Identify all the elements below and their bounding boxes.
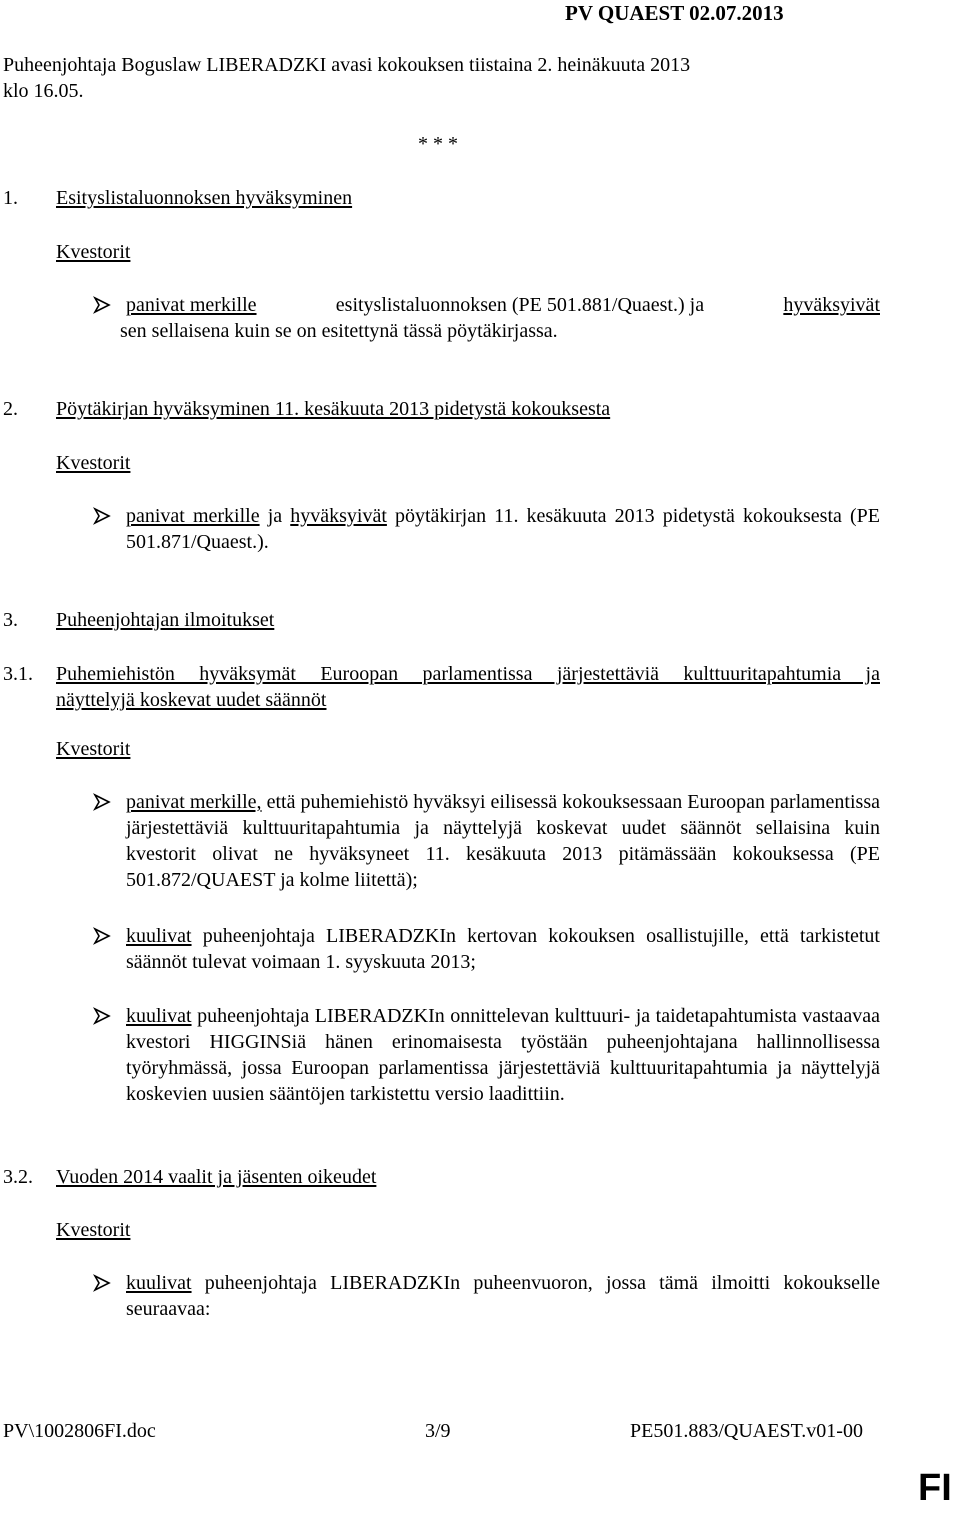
item-3-1-bullet-1	[126, 789, 880, 893]
item-2-subheading: Kvestorit	[56, 452, 131, 474]
item-1-bullet-1-text-b: sen sellaisena kuin se on esitettynä tässä pöytäkirjassa.	[120, 320, 558, 342]
opening-line-2: klo 16.05.	[3, 80, 84, 102]
item-3-1-bullet-1-text: että puhemiehistö hyväksyi eilisessä kokouksessaan Euroopan parlamentissa järjestettäviä kulttuuritapahtumia ja näyttelyjä koskevat uudet säännöt sellaisina kuin kvestorit olivat ne hyväksyneet 11. kesäkuuta 2013 pitämässään kokouksessa (PE 501.872/QUAEST ja kolme liitettä);	[126, 791, 880, 891]
arrowhead-bullet-icon	[92, 792, 112, 812]
item-3-1-bullet-3-text: puheenjohtaja LIBERADZKIn onnittelevan kulttuuri- ja taidetapahtumista vastaavaa kvestori HIGGINSiä hänen erinomaisesta työstään puheenjohtajana hallinnollisessa työryhmässä, jossa Euroopan parlamentissa järjestettäviä kulttuuritapahtumia ja näyttelyjä koskevien uusien sääntöjen tarkistettu versio laadittiin.	[126, 1005, 880, 1105]
item-3-title: Puheenjohtajan ilmoitukset	[56, 609, 275, 631]
opening-line-1: Puheenjohtaja Boguslaw LIBERADZKI avasi kokouksen tiistaina 2. heinäkuuta 2013	[3, 54, 691, 76]
item-1-bullet-1-verb-2: hyväksyivät	[783, 294, 880, 316]
item-1-number: 1.	[3, 187, 18, 209]
footer-document-reference: PE501.883/QUAEST.v01-00	[630, 1420, 863, 1442]
item-3-2-bullet-1	[126, 1270, 880, 1322]
footer-page-number: 3/9	[425, 1420, 451, 1442]
arrowhead-bullet-icon	[92, 1006, 112, 1026]
item-2-title: Pöytäkirjan hyväksyminen 11. kesäkuuta 2013 pidetystä kokouksesta	[56, 398, 611, 420]
item-3-1-title-line-1: Puhemiehistön hyväksymät Euroopan parlamentissa järjestettäviä kulttuuritapahtumia ja	[56, 663, 880, 685]
item-2-number: 2.	[3, 398, 18, 420]
separator-asterisks: * * *	[418, 133, 458, 155]
item-2-bullet-1	[126, 503, 880, 555]
item-2-bullet-1-verb-2: hyväksyivät	[290, 505, 387, 527]
item-2-bullet-1-verb: panivat merkille	[126, 505, 260, 527]
arrowhead-bullet-icon	[92, 506, 112, 526]
item-1-bullet-1-line-1	[126, 292, 880, 318]
item-3-1-bullet-3	[126, 1003, 880, 1107]
item-3-1-bullet-2	[126, 923, 880, 975]
item-1-bullet-1-verb: panivat merkille	[126, 294, 257, 316]
item-1-subheading: Kvestorit	[56, 241, 131, 263]
item-3-2-subheading: Kvestorit	[56, 1219, 131, 1241]
item-3-1-number: 3.1.	[3, 663, 33, 685]
item-3-2-number: 3.2.	[3, 1166, 33, 1188]
arrowhead-bullet-icon	[92, 1273, 112, 1293]
arrowhead-bullet-icon	[92, 926, 112, 946]
footer-language-code: FI	[918, 1467, 952, 1509]
item-2-bullet-1-text-a: ja	[259, 505, 291, 527]
item-3-1-bullet-1-verb: panivat merkille,	[126, 791, 262, 813]
item-3-1-bullet-2-verb: kuulivat	[126, 925, 192, 947]
item-3-1-title-line-2: näyttelyjä koskevat uudet säännöt	[56, 689, 327, 711]
arrowhead-bullet-icon	[92, 295, 112, 315]
footer-filename: PV\1002806FI.doc	[3, 1420, 156, 1442]
item-3-2-bullet-1-verb: kuulivat	[126, 1272, 192, 1294]
document-reference-header: PV QUAEST 02.07.2013	[565, 1, 784, 25]
item-3-number: 3.	[3, 609, 18, 631]
item-3-1-subheading: Kvestorit	[56, 738, 131, 760]
item-3-2-bullet-1-text: puheenjohtaja LIBERADZKIn puheenvuoron, jossa tämä ilmoitti kokoukselle seuraavaa:	[126, 1272, 880, 1320]
item-3-1-bullet-3-verb: kuulivat	[126, 1005, 192, 1027]
item-3-2-title: Vuoden 2014 vaalit ja jäsenten oikeudet	[56, 1166, 377, 1188]
item-1-bullet-1-text-a: esityslistaluonnoksen (PE 501.881/Quaest.) ja	[335, 294, 705, 316]
item-2-bullet-1-text-b: pöytäkirjan 11. kesäkuuta 2013 pidetystä kokouksesta (PE 501.871/Quaest.).	[126, 505, 880, 553]
item-1-title: Esityslistaluonnoksen hyväksyminen	[56, 187, 353, 209]
item-3-1-bullet-2-text: puheenjohtaja LIBERADZKIn kertovan kokouksen osallistujille, että tarkistetut säännöt tulevat voimaan 1. syyskuuta 2013;	[126, 925, 880, 973]
